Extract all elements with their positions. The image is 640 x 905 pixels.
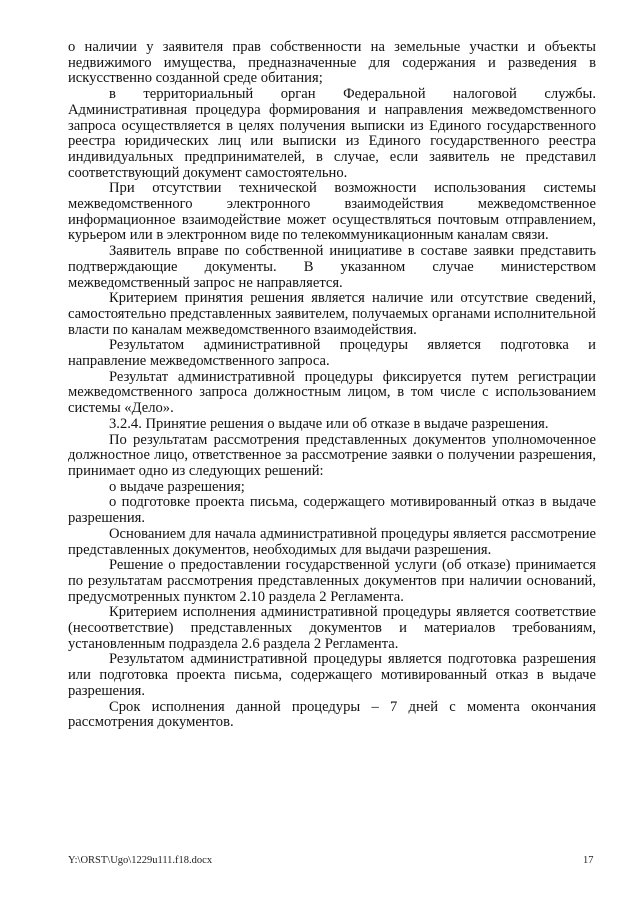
paragraph-6: Результатом административной процедуры является подготовка и направление межведомственного запроса. xyxy=(68,337,596,370)
paragraph-7: Результат административной процедуры фиксируется путем регистрации межведомственного запроса должностным лицом, в том числе с использованием системы «Дело». xyxy=(68,368,596,417)
paragraph-13: Решение о предоставлении государственной услуги (об отказе) принимается по результатам рассмотрения представленных документов при наличии оснований, предусмотренных пунктом 2.10 раздела 2 Регламента. xyxy=(68,557,596,605)
paragraph-14: Критерием исполнения административной процедуры является соответствие (несоответствие) представленных документов и материалов требованиям, установленным подраздела 2.6 раздела 2 Регламента. xyxy=(68,604,596,652)
paragraph-12: Основанием для начала административной процедуры является рассмотрение представленных документов, необходимых для выдачи разрешения. xyxy=(68,525,596,558)
section-heading-3-2-4: 3.2.4. Принятие решения о выдаче или об отказе в выдаче разрешения. xyxy=(109,415,549,432)
paragraph-1: о наличии у заявителя прав собственности на земельные участки и объекты недвижимого имущества, предназначенные для содержания и разведения в искусственно созданной среде обитания; xyxy=(68,39,596,87)
paragraph-10: о выдаче разрешения; xyxy=(109,478,245,495)
footer-file-path: Y:\ORST\Ugo\1229u111.f18.docx xyxy=(68,855,213,866)
paragraph-11: о подготовке проекта письма, содержащего мотивированный отказ в выдаче разрешения. xyxy=(68,494,596,527)
paragraph-15: Результатом административной процедуры является подготовка разрешения или подготовка проекта письма, содержащего мотивированный отказ в выдаче разрешения. xyxy=(68,651,596,699)
document-body xyxy=(68,40,596,731)
paragraph-5: Критерием принятия решения является наличие или отсутствие сведений, самостоятельно представленных заявителем, получаемых органами исполнительной власти по каналам межведомственного взаимодействия. xyxy=(68,290,596,338)
paragraph-2: в территориальный орган Федеральной налоговой службы. Административная процедура формирования и направления межведомственного запроса осуществляется в целях получения выписки из Единого государственного реестра юридических лиц или выписки из Единого государственного реестра индивидуальных предпринимателей, в случае, если заявитель не представил соответствующий документ самостоятельно. xyxy=(68,86,596,181)
paragraph-3: При отсутствии технической возможности использования системы межведомственного электронного взаимодействия межведомственное информационное взаимодействие может осуществляться почтовым отправлением, курьером или в электронном виде по телекоммуникационным каналам связи. xyxy=(68,180,596,244)
paragraph-9: По результатам рассмотрения представленных документов уполномоченное должностное лицо, ответственное за рассмотрение заявки о получении разрешения, принимает одно из следующих решений: xyxy=(68,431,596,479)
page-number: 17 xyxy=(583,855,594,866)
paragraph-4: Заявитель вправе по собственной инициативе в составе заявки представить подтверждающие документы. В указанном случае министерством межведомственный запрос не направляется. xyxy=(68,243,596,291)
paragraph-16: Срок исполнения данной процедуры – 7 дней с момента окончания рассмотрения документов. xyxy=(68,698,596,731)
